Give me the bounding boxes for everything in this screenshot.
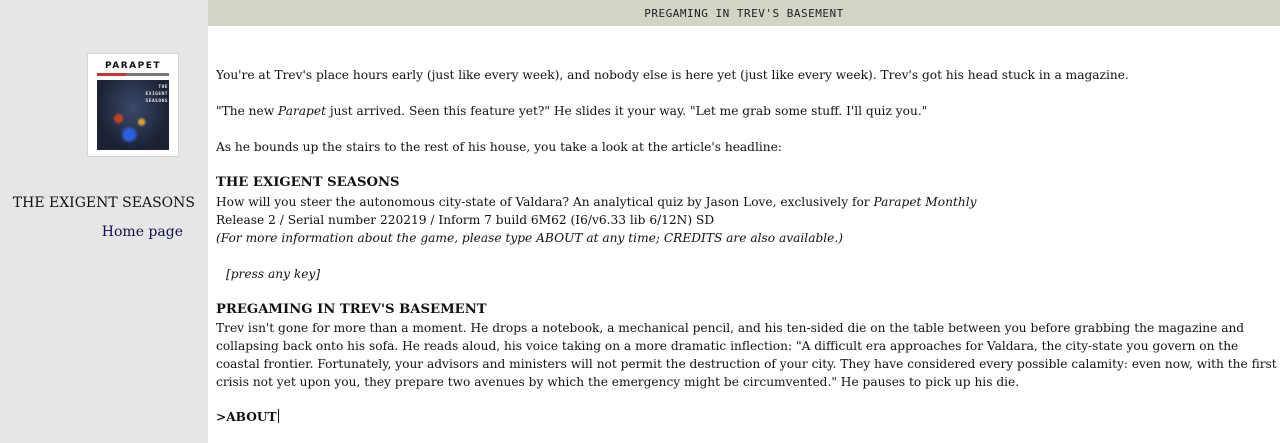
- banner-subtitle-text: How will you steer the autonomous city-state of Valdara? An analytical quiz by Jason Love, exclusively for: [216, 195, 874, 209]
- game-transcript: [216, 66, 1278, 443]
- cover-art-title-line: EXIGENT: [145, 92, 168, 97]
- paragraph-text: "The new: [216, 104, 279, 118]
- cover-art-image: [93, 59, 173, 151]
- sidebar: [0, 0, 208, 443]
- banner-title: THE EXIGENT SEASONS: [216, 175, 400, 190]
- transcript-paragraph: You're at Trev's place hours early (just like every week), and nobody else is here yet (just like every week). Trev's got his head stuck in a magazine.: [216, 68, 1129, 82]
- cover-tagline-strip: [97, 73, 169, 76]
- banner-subtitle: [216, 193, 977, 211]
- status-bar: PREGAMING IN TREV'S BASEMENT: [208, 0, 1280, 26]
- story-title: THE EXIGENT SEASONS: [12, 195, 195, 211]
- home-page-link[interactable]: Home page: [101, 224, 183, 240]
- press-any-key-text: [press any key]: [226, 267, 321, 281]
- info-line-text: (For more information about the game, please type ABOUT at any time; CREDITS are also available.): [216, 231, 843, 245]
- text-cursor: [278, 409, 279, 423]
- command-prompt: >: [216, 410, 227, 424]
- room-heading: PREGAMING IN TREV'S BASEMENT: [216, 302, 487, 317]
- cover-illustration: [97, 80, 169, 150]
- paragraph-text: just arrived. Seen this feature yet?" He slides it your way. "Let me grab some stuff. I'll quiz you.": [325, 104, 928, 118]
- command-input[interactable]: ABOUT: [226, 410, 277, 424]
- transcript-paragraph: As he bounds up the stairs to the rest of his house, you take a look at the article's headline:: [216, 140, 782, 154]
- press-any-key-prompt[interactable]: [226, 265, 320, 283]
- room-description: Trev isn't gone for more than a moment. He drops a notebook, a mechanical pencil, and his ten-sided die on the table between you before grabbing the magazine and collapsing back onto his sofa. He reads aloud, his voice taking on a more dramatic inflection: "A difficult era approaches for Valdara, the city-state you govern on the coastal frontier. Fortunately, your advisors and ministers will not permit the destruction of your city. They have considered every possible calamity: even now, with the first crisis not yet upon you, they prepare two avenues by which the emergency might be circumvented." He pauses to pick up his die.: [216, 321, 1277, 389]
- command-line[interactable]: [216, 408, 279, 426]
- release-line: Release 2 / Serial number 220219 / Inform 7 build 6M62 (I6/v6.33 lib 6/12N) SD: [216, 213, 715, 227]
- cover-brand: PARAPET: [104, 61, 161, 71]
- transcript-paragraph: [216, 102, 927, 120]
- cover-art-title-line: THE: [158, 85, 168, 90]
- info-line: [216, 229, 843, 247]
- cover-art-frame: [87, 53, 179, 157]
- magazine-name: Parapet: [278, 104, 326, 118]
- magazine-name: Parapet Monthly: [873, 195, 977, 209]
- cover-art-title-line: SEASONS: [145, 99, 168, 104]
- cover-art-title: [134, 84, 168, 105]
